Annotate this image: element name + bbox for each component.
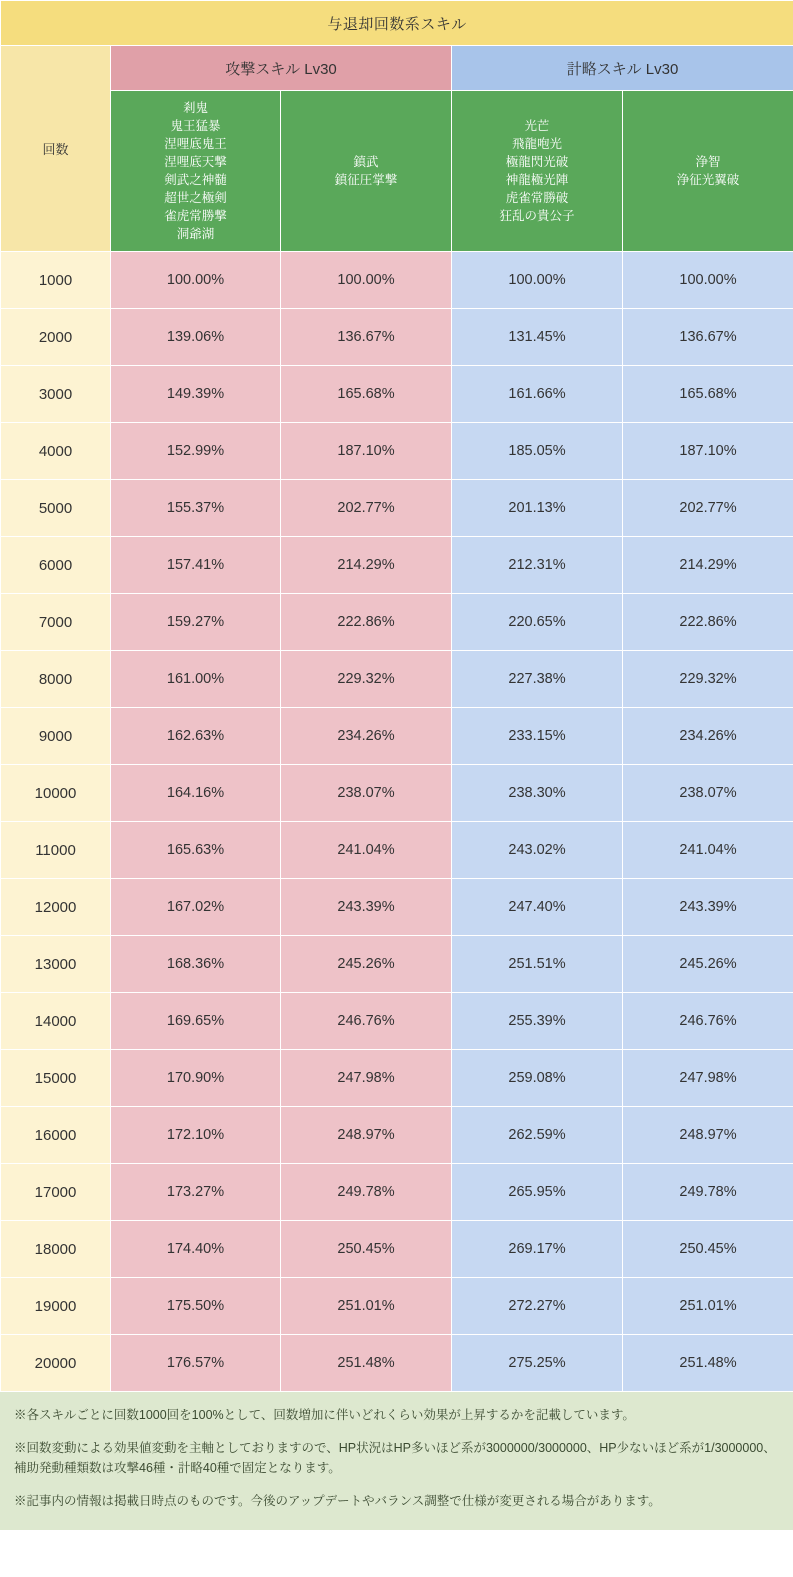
row-label: 19000	[1, 1278, 111, 1335]
skill-name: 浄智	[695, 154, 721, 169]
value-cell: 149.39%	[111, 366, 281, 423]
row-label: 9000	[1, 708, 111, 765]
skill-name: 剎鬼	[182, 100, 208, 115]
value-cell: 247.40%	[452, 879, 623, 936]
value-cell: 131.45%	[452, 309, 623, 366]
table-row	[1, 1050, 793, 1107]
table-row	[1, 594, 793, 651]
table-row	[1, 1278, 793, 1335]
skill-header-attack-group2	[281, 91, 452, 252]
note-text: ※各スキルごとに回数1000回を100%として、回数増加に伴いどれくらい効果が上昇するかを記載しています。	[14, 1408, 635, 1422]
row-label: 13000	[1, 936, 111, 993]
value-cell: 212.31%	[452, 537, 623, 594]
value-cell: 168.36%	[111, 936, 281, 993]
value-cell: 162.63%	[111, 708, 281, 765]
value-cell: 250.45%	[281, 1221, 452, 1278]
value-cell: 246.76%	[281, 993, 452, 1050]
row-label: 11000	[1, 822, 111, 879]
value-cell: 187.10%	[281, 423, 452, 480]
row-label: 18000	[1, 1221, 111, 1278]
table-row	[1, 822, 793, 879]
group-header-row	[1, 46, 793, 91]
table-row	[1, 765, 793, 822]
value-cell: 161.66%	[452, 366, 623, 423]
table-row	[1, 1107, 793, 1164]
skill-header-attack-group1	[111, 91, 281, 252]
value-cell: 161.00%	[111, 651, 281, 708]
value-cell: 229.32%	[281, 651, 452, 708]
value-cell: 165.68%	[623, 366, 793, 423]
value-cell: 165.68%	[281, 366, 452, 423]
value-cell: 100.00%	[281, 252, 452, 309]
skill-header-strategy-group2	[623, 91, 793, 252]
value-cell: 262.59%	[452, 1107, 623, 1164]
value-cell: 249.78%	[281, 1164, 452, 1221]
value-cell: 251.48%	[281, 1335, 452, 1392]
value-cell: 227.38%	[452, 651, 623, 708]
table-row	[1, 651, 793, 708]
table-row	[1, 252, 793, 309]
row-label: 1000	[1, 252, 111, 309]
skill-name: 極龍閃光破	[505, 154, 569, 169]
value-cell: 265.95%	[452, 1164, 623, 1221]
table-row	[1, 480, 793, 537]
table-row	[1, 936, 793, 993]
value-cell: 100.00%	[452, 252, 623, 309]
skill-header-strategy-group1	[452, 91, 623, 252]
value-cell: 241.04%	[623, 822, 793, 879]
value-cell: 250.45%	[623, 1221, 793, 1278]
value-cell: 259.08%	[452, 1050, 623, 1107]
row-label: 5000	[1, 480, 111, 537]
value-cell: 155.37%	[111, 480, 281, 537]
value-cell: 251.48%	[623, 1335, 793, 1392]
table-row	[1, 708, 793, 765]
corner-header-count: 回数	[1, 46, 111, 252]
skill-name: 剣武之神髄	[164, 173, 227, 187]
value-cell: 157.41%	[111, 537, 281, 594]
value-cell: 172.10%	[111, 1107, 281, 1164]
skill-name: 神龍極光陣	[505, 173, 569, 187]
note-text: ※回数変動による効果値変動を主軸としておりますので、HP状況はHP多いほど系が3000000/3000000、HP少ないほど系が1/3000000、補助発動種類数は攻撃46種・計略40種で固定となります。	[14, 1441, 776, 1475]
table-row	[1, 423, 793, 480]
row-label: 8000	[1, 651, 111, 708]
page-title: 与退却回数系スキル	[1, 1, 793, 46]
table-row	[1, 537, 793, 594]
row-label: 17000	[1, 1164, 111, 1221]
value-cell: 167.02%	[111, 879, 281, 936]
skill-name: 洞爺湖	[176, 227, 215, 242]
value-cell: 175.50%	[111, 1278, 281, 1335]
value-cell: 152.99%	[111, 423, 281, 480]
skill-name: 狂乱の貴公子	[499, 209, 575, 224]
row-label: 7000	[1, 594, 111, 651]
value-cell: 220.65%	[452, 594, 623, 651]
value-cell: 241.04%	[281, 822, 452, 879]
value-cell: 246.76%	[623, 993, 793, 1050]
value-cell: 222.86%	[281, 594, 452, 651]
value-cell: 234.26%	[281, 708, 452, 765]
row-label: 10000	[1, 765, 111, 822]
value-cell: 238.30%	[452, 765, 623, 822]
value-cell: 234.26%	[623, 708, 793, 765]
row-label: 14000	[1, 993, 111, 1050]
table-row	[1, 993, 793, 1050]
table-row	[1, 309, 793, 366]
value-cell: 245.26%	[623, 936, 793, 993]
table-title-row	[1, 1, 793, 46]
value-cell: 201.13%	[452, 480, 623, 537]
skill-name: 浄征光翼破	[676, 173, 740, 187]
table-row	[1, 1164, 793, 1221]
row-label: 15000	[1, 1050, 111, 1107]
table-row	[1, 1221, 793, 1278]
value-cell: 249.78%	[623, 1164, 793, 1221]
value-cell: 229.32%	[623, 651, 793, 708]
value-cell: 243.39%	[281, 879, 452, 936]
value-cell: 100.00%	[111, 252, 281, 309]
value-cell: 238.07%	[623, 765, 793, 822]
value-cell: 245.26%	[281, 936, 452, 993]
value-cell: 176.57%	[111, 1335, 281, 1392]
skill-name: 鎮武	[353, 154, 379, 169]
value-cell: 100.00%	[623, 252, 793, 309]
skill-name: 超世之極剣	[164, 191, 227, 206]
skill-name: 虎雀常勝破	[505, 191, 569, 206]
table-row	[1, 1335, 793, 1392]
value-cell: 251.51%	[452, 936, 623, 993]
group-header-strategy: 計略スキル Lv30	[452, 46, 793, 91]
value-cell: 251.01%	[281, 1278, 452, 1335]
row-label: 4000	[1, 423, 111, 480]
value-cell: 185.05%	[452, 423, 623, 480]
value-cell: 248.97%	[281, 1107, 452, 1164]
value-cell: 233.15%	[452, 708, 623, 765]
value-cell: 165.63%	[111, 822, 281, 879]
value-cell: 243.02%	[452, 822, 623, 879]
row-label: 12000	[1, 879, 111, 936]
value-cell: 136.67%	[623, 309, 793, 366]
value-cell: 214.29%	[281, 537, 452, 594]
skill-name: 鎮征圧掌撃	[334, 173, 398, 187]
value-cell: 247.98%	[623, 1050, 793, 1107]
skill-name: 飛龍咆光	[511, 136, 562, 151]
skill-header-row	[1, 91, 793, 252]
row-label: 20000	[1, 1335, 111, 1392]
value-cell: 173.27%	[111, 1164, 281, 1221]
value-cell: 174.40%	[111, 1221, 281, 1278]
value-cell: 169.65%	[111, 993, 281, 1050]
value-cell: 139.06%	[111, 309, 281, 366]
value-cell: 243.39%	[623, 879, 793, 936]
value-cell: 272.27%	[452, 1278, 623, 1335]
row-label: 3000	[1, 366, 111, 423]
row-label: 2000	[1, 309, 111, 366]
row-label: 16000	[1, 1107, 111, 1164]
value-cell: 202.77%	[623, 480, 793, 537]
value-cell: 164.16%	[111, 765, 281, 822]
value-cell: 275.25%	[452, 1335, 623, 1392]
value-cell: 247.98%	[281, 1050, 452, 1107]
notes-panel	[0, 1392, 793, 1530]
note-text: ※記事内の情報は掲載日時点のものです。今後のアップデートやバランス調整で仕様が変更される場合があります。	[14, 1494, 661, 1509]
value-cell: 187.10%	[623, 423, 793, 480]
skill-name: 雀虎常勝撃	[164, 209, 227, 224]
skill-name: 涅哩底天撃	[164, 154, 227, 169]
value-cell: 214.29%	[623, 537, 793, 594]
value-cell: 170.90%	[111, 1050, 281, 1107]
skill-name: 涅哩底鬼王	[164, 136, 227, 151]
value-cell: 251.01%	[623, 1278, 793, 1335]
row-label: 6000	[1, 537, 111, 594]
table-row	[1, 879, 793, 936]
value-cell: 255.39%	[452, 993, 623, 1050]
value-cell: 159.27%	[111, 594, 281, 651]
skill-name: 鬼王猛暴	[170, 118, 221, 133]
value-cell: 136.67%	[281, 309, 452, 366]
table-row	[1, 366, 793, 423]
value-cell: 238.07%	[281, 765, 452, 822]
skill-name: 光芒	[524, 118, 550, 133]
value-cell: 202.77%	[281, 480, 452, 537]
value-cell: 222.86%	[623, 594, 793, 651]
group-header-attack: 攻撃スキル Lv30	[111, 46, 452, 91]
value-cell: 269.17%	[452, 1221, 623, 1278]
value-cell: 248.97%	[623, 1107, 793, 1164]
